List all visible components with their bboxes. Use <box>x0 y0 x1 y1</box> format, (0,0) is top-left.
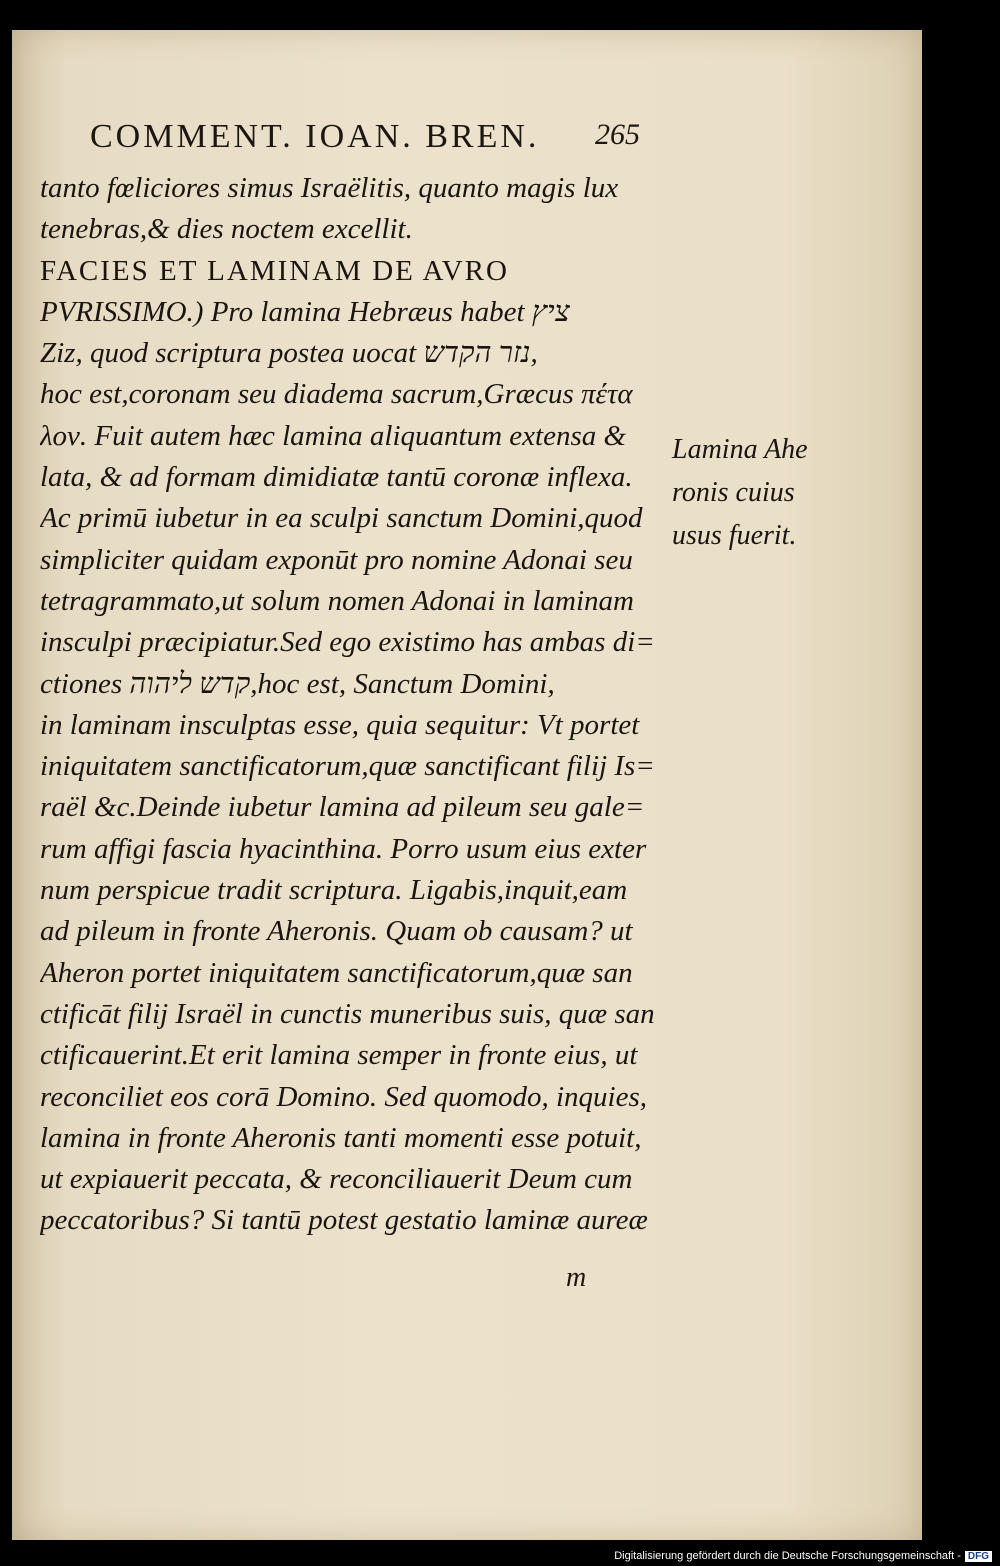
text-line: ad pileum in fronte Aheronis. Quam ob causam? ut <box>40 915 633 948</box>
text-line: tanto fœliciores simus Israëlitis, quanto magis lux <box>40 172 619 204</box>
text-line: λον. Fuit autem hæc lamina aliquantum extensa & <box>40 419 627 452</box>
text-line: num perspicue tradit scriptura. Ligabis,inquit,eam <box>40 874 628 907</box>
text-line: Ac primū iubetur in ea sculpi sanctum Domini,quod <box>40 502 643 535</box>
text-line: rum affigi fascia hyacinthina. Porro usum eius exter <box>40 832 647 865</box>
dfg-logo: DFG <box>965 1551 992 1562</box>
text-line: iniquitatem sanctificatorum,quæ sanctificant filij Is= <box>40 750 655 783</box>
text-line: insculpi præcipiatur.Sed ego existimo has ambas di= <box>40 626 655 659</box>
text-line: lamina in fronte Aheronis tanti momenti esse potuit, <box>40 1121 642 1154</box>
catchword: m <box>566 1262 587 1293</box>
credit-text: Digitalisierung gefördert durch die Deutsche Forschungsgemeinschaft - <box>614 1550 961 1562</box>
text-line: Ziz, quod scriptura postea uocat נזר הקדש, <box>40 337 538 370</box>
marginal-note-line: Lamina Ahe <box>672 434 808 465</box>
page-number: 265 <box>595 118 640 151</box>
text-line: ctificauerint.Et erit lamina semper in fronte eius, ut <box>40 1039 638 1072</box>
text-line: tetragrammato,ut solum nomen Adonai in laminam <box>40 584 634 617</box>
main-text-block <box>40 168 680 1242</box>
text-line: lata, & ad formam dimidiatæ tantū coronæ inflexa. <box>40 461 633 494</box>
running-title: COMMENT. IOAN. BREN. <box>90 118 540 155</box>
text-line: ut expiauerit peccata, & reconciliauerit Deum cum <box>40 1163 633 1196</box>
marginal-note-line: ronis cuius <box>672 477 795 508</box>
text-line: in laminam insculptas esse, quia sequitur: Vt portet <box>40 708 640 741</box>
text-line: ctiones קדש ליהוה,hoc est, Sanctum Domini, <box>40 667 555 700</box>
text-line: raël &c.Deinde iubetur lamina ad pileum seu gale= <box>40 791 645 824</box>
text-line: ctificāt filij Israël in cunctis muneribus suis, quæ san <box>40 997 655 1030</box>
text-line: FACIES ET LAMINAM DE AVRO <box>40 254 509 287</box>
text-line: simpliciter quidam exponūt pro nomine Adonai seu <box>40 543 633 576</box>
text-line: peccatoribus? Si tantū potest gestatio laminæ aureæ <box>40 1204 648 1237</box>
text-line: Aheron portet iniquitatem sanctificatorum,quæ san <box>40 956 633 989</box>
text-line: tenebras,& dies noctem excellit. <box>40 213 413 246</box>
text-line: hoc est,coronam seu diadema sacrum,Græcus πέτα <box>40 378 633 411</box>
text-line: reconciliet eos corā Domino. Sed quomodo, inquies, <box>40 1080 648 1113</box>
text-line: PVRISSIMO.) Pro lamina Hebræus habet ציץ <box>40 295 570 328</box>
digitization-credit <box>614 1550 992 1562</box>
marginal-note-line: usus fuerit. <box>672 520 797 551</box>
marginal-note <box>672 428 872 557</box>
